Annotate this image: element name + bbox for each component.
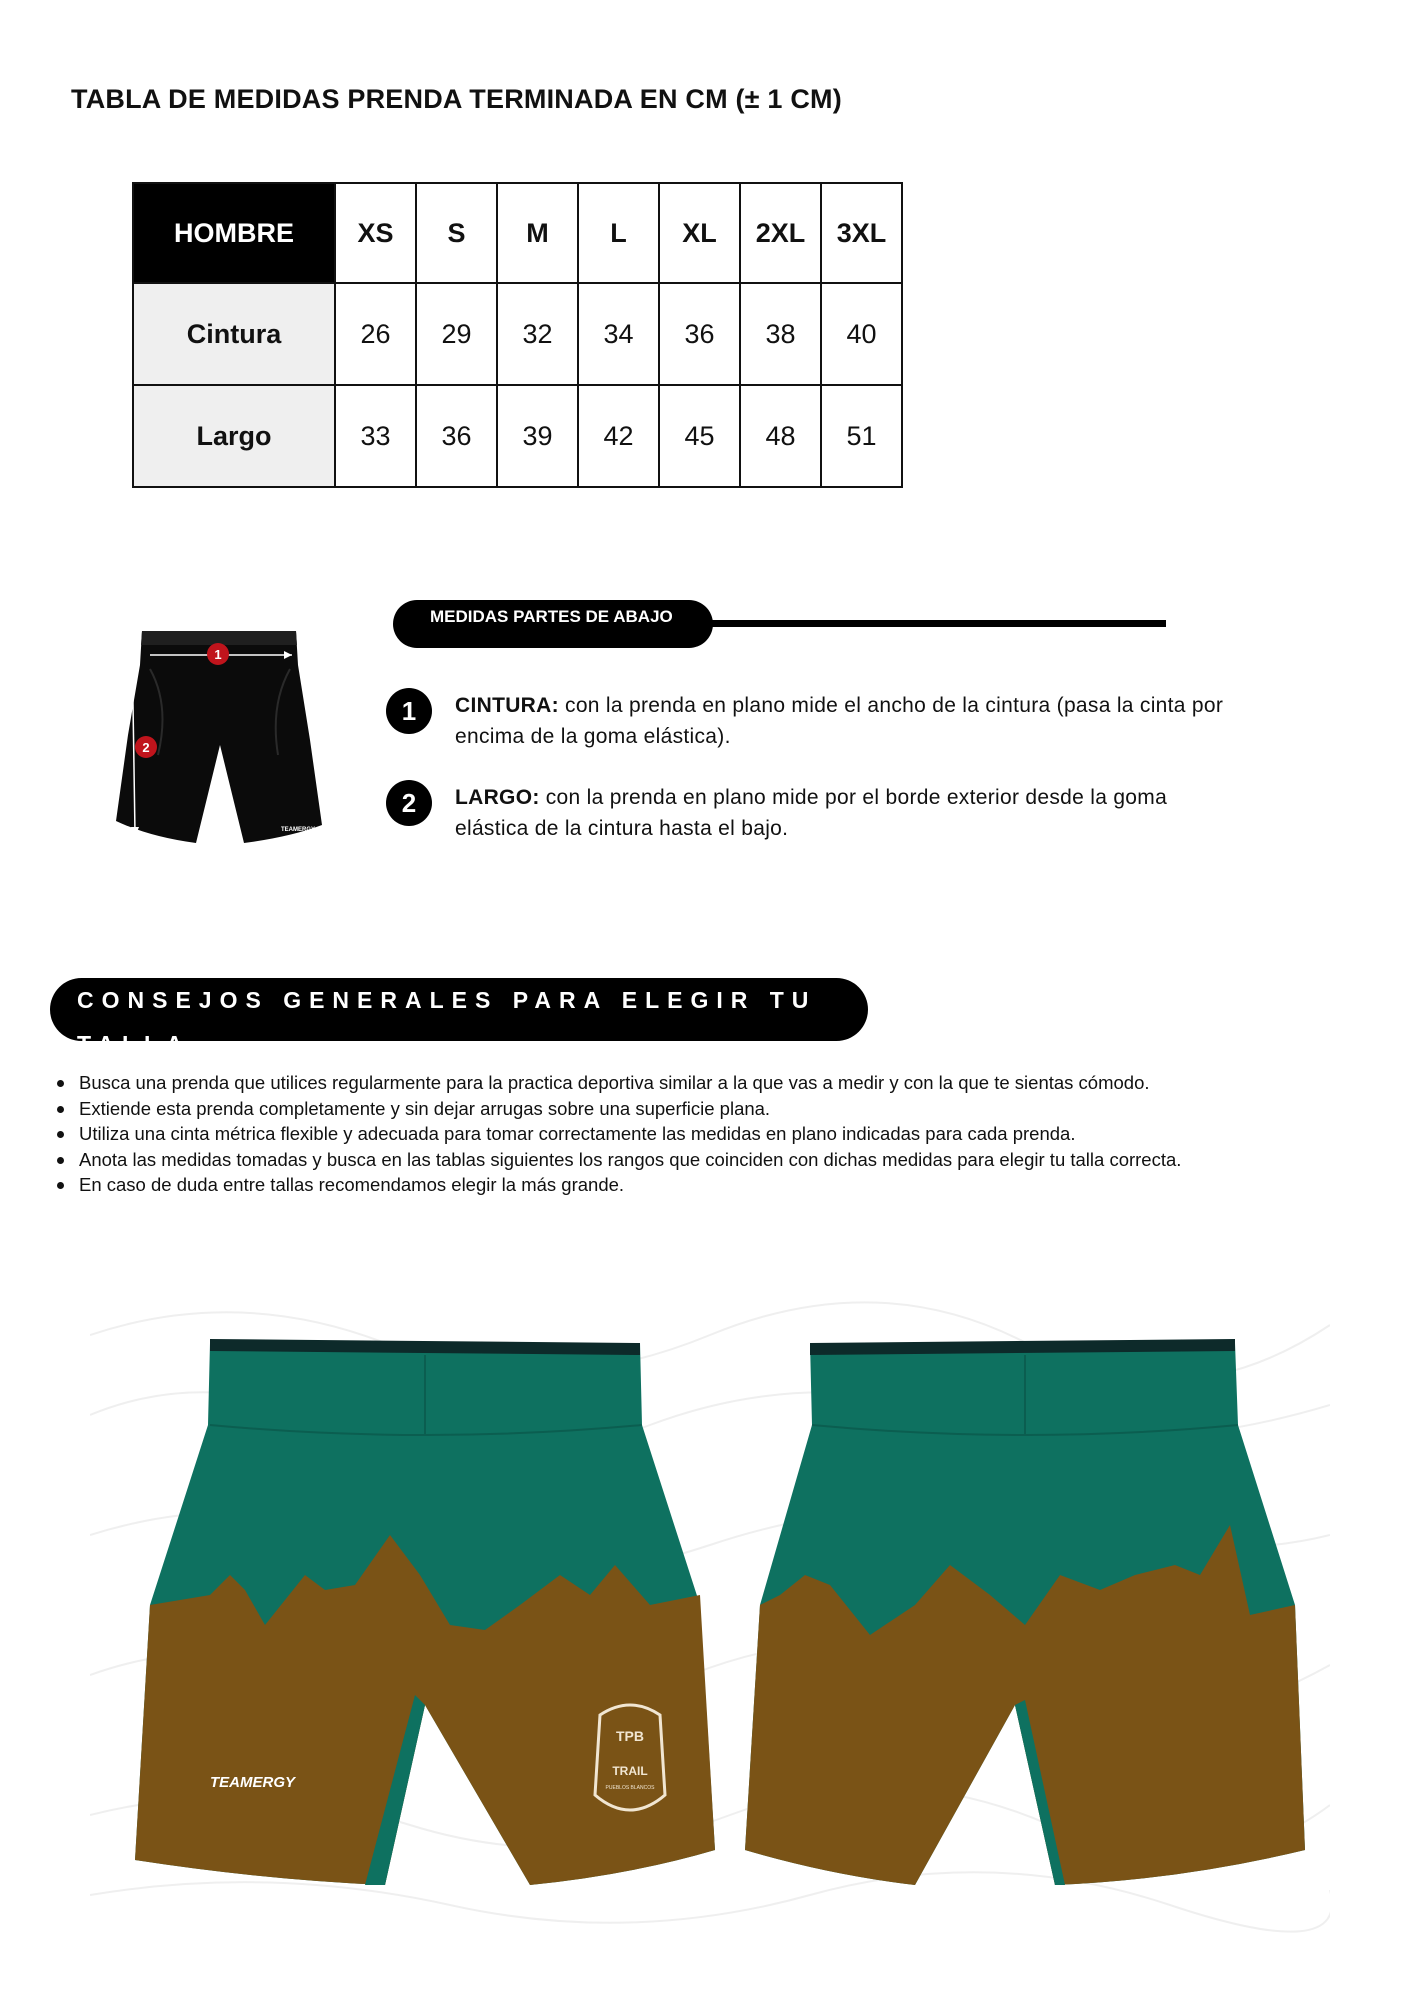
- length-arrow-head: [131, 827, 139, 837]
- step-2-badge: 2: [386, 780, 432, 826]
- tips-list: [55, 1070, 1181, 1198]
- table-row-cintura: [133, 283, 902, 385]
- list-item: Utiliza una cinta métrica flexible y adecuada para tomar correctamente las medidas en plano indicadas para cada prenda.: [55, 1121, 1181, 1147]
- table-cell: 42: [578, 385, 659, 487]
- table-cell: 51: [821, 385, 902, 487]
- size-table: [132, 182, 903, 488]
- table-cell: 38: [740, 283, 821, 385]
- size-header-xs: XS: [335, 183, 416, 283]
- table-cell: 34: [578, 283, 659, 385]
- size-header-l: L: [578, 183, 659, 283]
- marker-1-label: 1: [214, 647, 222, 662]
- badge-bottom-text: PUEBLOS BLANCOS: [605, 1785, 655, 1791]
- table-cell: 36: [416, 385, 497, 487]
- badge-mid-text: TRAIL: [612, 1764, 648, 1778]
- table-cell: 39: [497, 385, 578, 487]
- size-table-corner: HOMBRE: [133, 183, 335, 283]
- shorts-measure-diagram: [110, 625, 330, 855]
- size-header-row: [133, 183, 902, 283]
- table-row-largo: [133, 385, 902, 487]
- size-header-s: S: [416, 183, 497, 283]
- list-item: Anota las medidas tomadas y busca en las tablas siguientes los rangos que coinciden con dichas medidas para elegir tu talla correcta.: [55, 1147, 1181, 1173]
- badge-top-text: TPB: [616, 1728, 644, 1744]
- page-title: TABLA DE MEDIDAS PRENDA TERMINADA EN CM (± 1 CM): [71, 84, 842, 114]
- measures-pill: MEDIDAS PARTES DE ABAJO: [393, 600, 713, 648]
- row-label-largo: Largo: [133, 385, 335, 487]
- size-header-2xl: 2XL: [740, 183, 821, 283]
- size-header-3xl: 3XL: [821, 183, 902, 283]
- table-cell: 32: [497, 283, 578, 385]
- step-1-badge: 1: [386, 688, 432, 734]
- table-cell: 40: [821, 283, 902, 385]
- list-item: Busca una prenda que utilices regularmente para la practica deportiva similar a la que vas a medir y con la que te sientas cómodo.: [55, 1070, 1181, 1096]
- tpb-trail-badge-icon: [595, 1705, 665, 1810]
- instruction-label-2: LARGO:: [455, 786, 540, 809]
- small-brand-logo: TEAMERGY: [280, 827, 316, 833]
- table-cell: 45: [659, 385, 740, 487]
- back-shorts: [745, 1339, 1305, 1885]
- front-shorts: [135, 1339, 715, 1885]
- instruction-text-2: con la prenda en plano mide por el borde exterior desde la goma elástica de la cintura hasta el bajo.: [455, 786, 1168, 840]
- product-illustration: [90, 1275, 1330, 1935]
- measures-divider: [700, 620, 1166, 627]
- table-cell: 26: [335, 283, 416, 385]
- row-label-cintura: Cintura: [133, 283, 335, 385]
- table-cell: 33: [335, 385, 416, 487]
- shorts-waistband: [141, 631, 297, 645]
- tips-pill: CONSEJOS GENERALES PARA ELEGIR TU TALLA: [50, 978, 868, 1041]
- table-cell: 29: [416, 283, 497, 385]
- instruction-text-1: con la prenda en plano mide el ancho de la cintura (pasa la cinta por encima de la goma elástica).: [455, 694, 1224, 748]
- size-header-m: M: [497, 183, 578, 283]
- teamergy-logo: TEAMERGY: [210, 1774, 296, 1791]
- size-header-xl: XL: [659, 183, 740, 283]
- measure-instruction-1: [455, 690, 1225, 752]
- list-item: En caso de duda entre tallas recomendamos elegir la más grande.: [55, 1172, 1181, 1198]
- marker-2-label: 2: [142, 740, 150, 755]
- table-cell: 48: [740, 385, 821, 487]
- table-cell: 36: [659, 283, 740, 385]
- measure-instruction-2: [455, 782, 1225, 844]
- instruction-label-1: CINTURA:: [455, 694, 559, 717]
- list-item: Extiende esta prenda completamente y sin dejar arrugas sobre una superficie plana.: [55, 1096, 1181, 1122]
